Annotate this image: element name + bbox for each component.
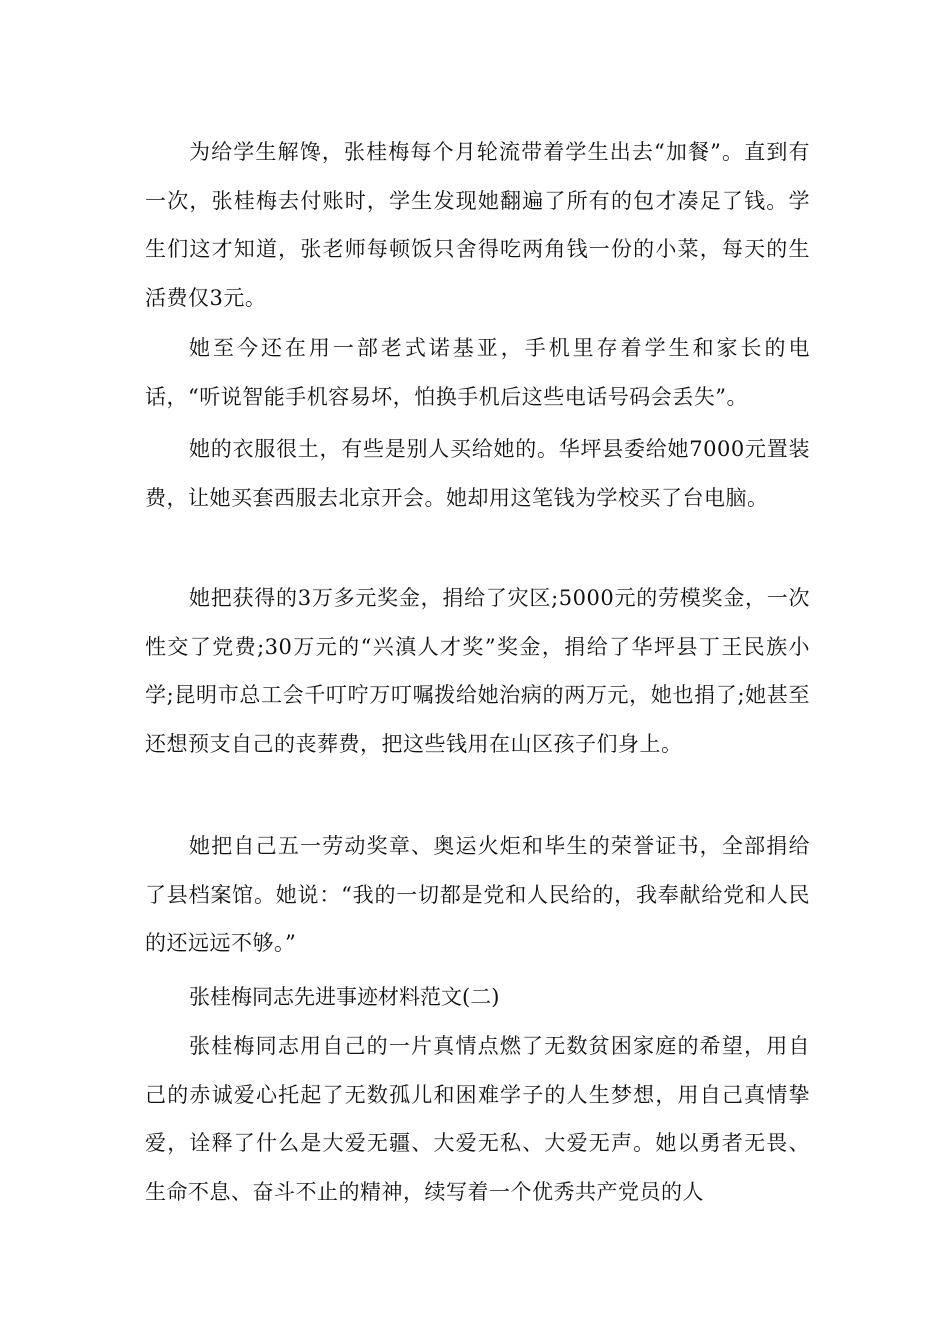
paragraph-phone: 她至今还在用一部老式诺基亚，手机里存着学生和家长的电话，“听说智能手机容易坏，怕换手机后这些电话号码会丢失”。 <box>145 336 810 409</box>
paragraph-donations: 她把获得的3万多元奖金，捐给了灾区;5000元的劳模奖金，一次性交了党费;30万元的“兴滇人才奖”奖金，捐给了华坪县丁王民族小学;昆明市总工会千叮咛万叮嘱拨给她治病的两万元，她也捐了;她甚至还想预支自己的丧葬费，把这些钱用在山区孩子们身上。 <box>145 586 810 756</box>
paragraph-summary: 张桂梅同志用自己的一片真情点燃了无数贫困家庭的希望，用自己的赤诚爱心托起了无数孤儿和困难学子的人生梦想，用自己真情挚爱，诠释了什么是大爱无疆、大爱无私、大爱无声。她以勇者无畏、生命不息、奋斗不止的精神，续写着一个优秀共产党员的人 <box>145 1034 810 1204</box>
paragraph-honors: 她把自己五一劳动奖章、奥运火炬和毕生的荣誉证书，全部捐给了县档案馆。她说：“我的一切都是党和人民给的，我奉献给党和人民的还远远不够。” <box>145 834 810 955</box>
paragraph-dining: 为给学生解馋，张桂梅每个月轮流带着学生出去“加餐”。直到有一次，张桂梅去付账时，学生发现她翻遍了所有的包才凑足了钱。学生们这才知道，张老师每顿饭只舍得吃两角钱一份的小菜，每天的生活费仅3元。 <box>145 140 810 310</box>
paragraph-clothing: 她的衣服很土，有些是别人买给她的。华坪县委给她7000元置装费，让她买套西服去北京开会。她却用这笔钱为学校买了台电脑。 <box>145 437 810 510</box>
section-heading: 张桂梅同志先进事迹材料范文(二) <box>189 985 500 1009</box>
